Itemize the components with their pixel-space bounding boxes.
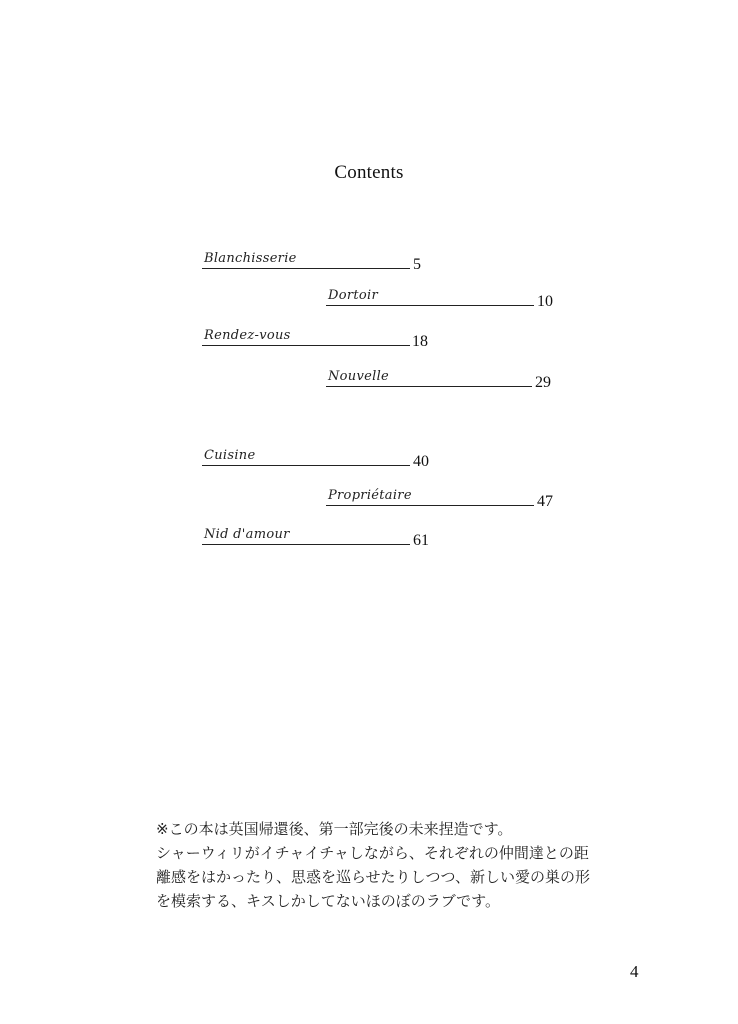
toc-entry-underline xyxy=(202,465,410,466)
toc-entry-cuisine xyxy=(202,440,442,470)
page-title: Contents xyxy=(334,162,404,183)
toc-entry-underline xyxy=(326,386,532,387)
toc-entry-title: Dortoir xyxy=(328,288,378,303)
toc-entry-title: Rendez-vous xyxy=(204,328,291,343)
author-note-line: シャーウィリがイチャイチャしながら、それぞれの仲間達との距 xyxy=(156,844,589,862)
author-note-line: 離感をはかったり、思惑を巡らせたりしつつ、新しい愛の巣の形 xyxy=(156,868,590,886)
toc-entry-title: Propriétaire xyxy=(328,488,412,503)
toc-entry-page: 40 xyxy=(413,453,429,470)
toc-entry-title: Nouvelle xyxy=(328,369,390,384)
toc-entry-nid-damour xyxy=(202,519,442,549)
toc-entry-proprietaire xyxy=(326,480,566,510)
toc-entry-underline xyxy=(202,268,410,269)
author-note xyxy=(156,817,636,913)
toc-entry-page: 18 xyxy=(412,333,428,350)
toc-entry-blanchisserie xyxy=(202,243,432,273)
toc-entry-rendez-vous xyxy=(202,320,442,350)
toc-entry-underline xyxy=(326,505,534,506)
toc-entry-page: 47 xyxy=(537,493,553,510)
author-note-line: ※この本は英国帰還後、第一部完後の未来捏造です。 xyxy=(156,820,513,838)
toc-entry-title: Cuisine xyxy=(204,448,256,463)
toc-entry-underline xyxy=(202,345,410,346)
toc-entry-underline xyxy=(202,544,410,545)
page-number: 4 xyxy=(630,962,639,981)
toc-entry-title: Blanchisserie xyxy=(204,251,297,266)
toc-entry-nouvelle xyxy=(326,361,566,391)
author-note-line: を模索する、キスしかしてないほのぼのラブです。 xyxy=(156,892,500,910)
toc-entry-title: Nid d'amour xyxy=(204,527,290,542)
toc-entry-page: 5 xyxy=(413,256,421,273)
toc-entry-page: 61 xyxy=(413,532,429,549)
toc-entry-page: 29 xyxy=(535,374,551,391)
toc-entry-underline xyxy=(326,305,534,306)
toc-entry-page: 10 xyxy=(537,293,553,310)
toc-entry-dortoir xyxy=(326,280,566,310)
